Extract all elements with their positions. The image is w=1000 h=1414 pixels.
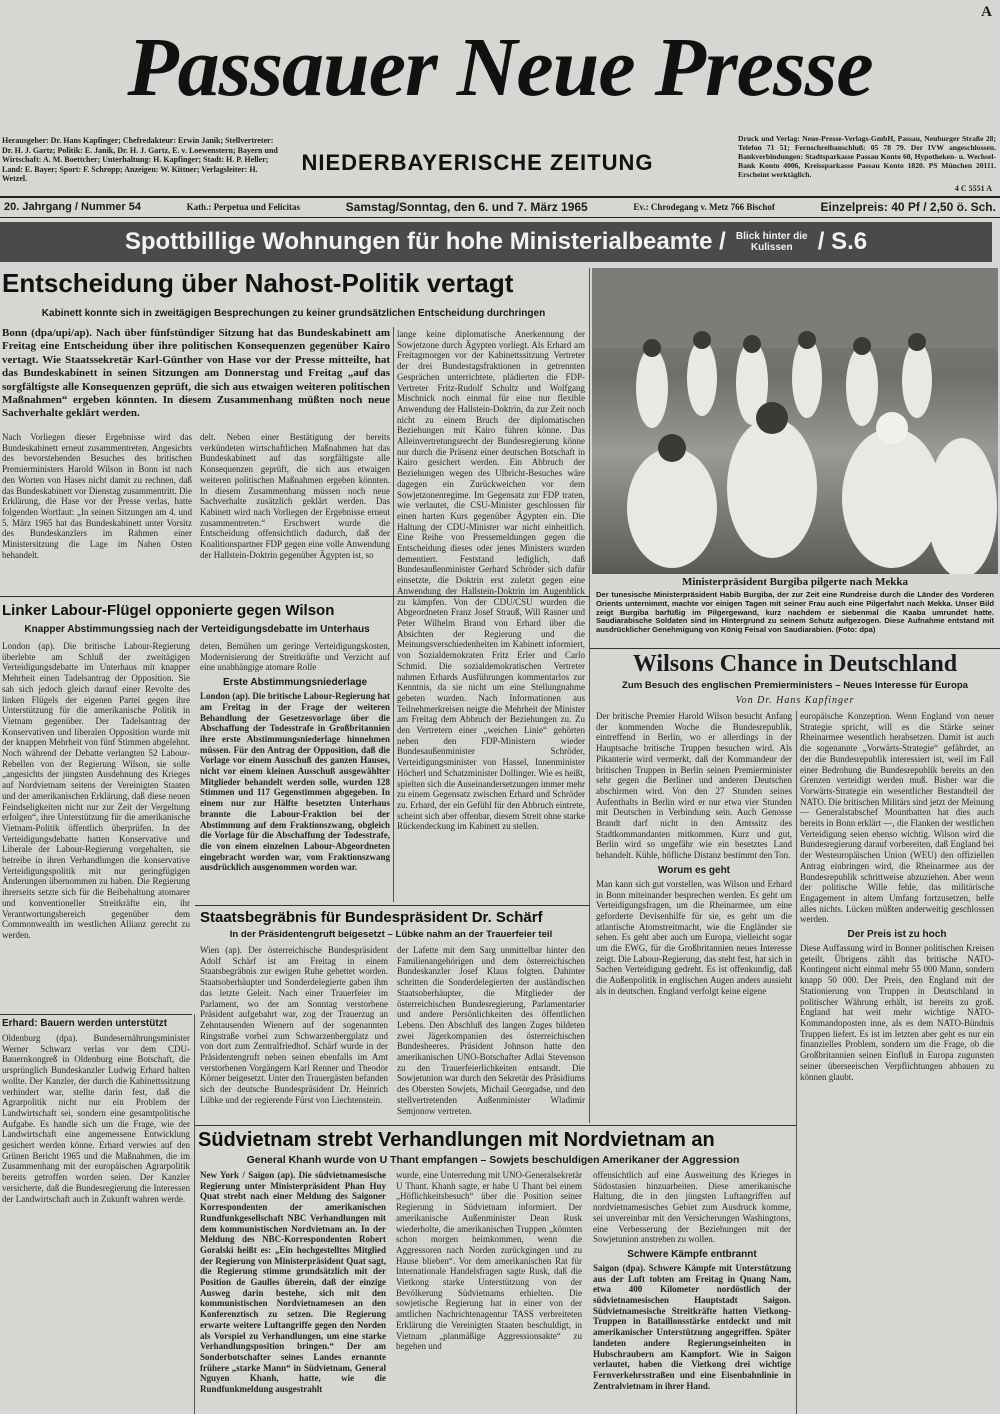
vietnam-section-heading: Schwere Kämpfe entbrannt xyxy=(627,1248,757,1260)
edition-mark: A xyxy=(981,4,992,20)
photo-caption-title: Ministerpräsident Burgiba pilgerte nach Mekka xyxy=(681,576,909,588)
wilson-column-1: Der britische Premier Harold Wilson besucht Anfang der kommenden Woche die Bundesrepublik, eintreffend in Berlin, wo er allerdings in der Hauptsache britische Truppen besuchen wird. Als Pikanterie wird vermerkt, daß der Kommandeur der britischen Truppen in Berlin seinen Premierminister sehr gegen die Berliner und anderen Deutschen abschirmen wird. Von den 27 Stunden seines Aufenthalts in Berlin wird er nur etwa vier Stunden mit Deutschen in Verbindung sein. Auch Genosse Brandt darf nicht in den Amtssitz des Stadtkommandanten mitkommen. Kurz und gut, Berlin wird so ungefähr wie ein besetztes Land behandelt. Kühle, höfliche Distanz bestimmt den Ton. xyxy=(596,711,792,861)
pilgrims-image xyxy=(592,268,998,574)
wilson-section-heading-2: Der Preis ist zu hoch xyxy=(847,929,947,941)
labour-column-1: London (ap). Die britische Labour-Regierung überlebte am Schluß der zweitägigen Verteidigungsdebatte im Unterhaus mit knapper Mehrheit einen Tadelsantrag der Opposition. Sie sah sich jedoch gleich darauf einer Revolte des linken Flügels der eigenen Partei gegen ihre Unterstützung für die amerikanische Politik in Vietnam gegenüber. Der Tadelsantrag der Konservativen und liberalen Opposition wurde mit der knappen Mehrheit von fünf Stimmen abgelehnt. Noch während der Debatte verlangten 52 Labour-Rebellen von der Regierung Wilson, sie solle „angesichts der jüngsten Ausdehnung des Krieges auf Nordvietnam seitens der Vereinigten Staaten und der amerikanischen Erklärung, daß diese neuen Feindseligkeiten nicht nur zur Zeit der Vergeltung erfolgen“, ihre Unterstützung für die amerikanische Vietnam-Politik öffentlich überprüfen. In der Verteidigungsdebatte hatten Konservative und Liberale der Labour-Regierung vorgehalten, sie betreibe in ihren Verhandlungen die konservative Verteidigungspolitik mit nur geringfügigen Änderungen übernommen zu haben. Die Regierung ihrerseits setzte sich für die Beibehaltung atomarer und konventioneller Streitkräfte ein, ihr Verantwortungsbereich gegenüber dem Commonwealth im westlichen Allianz gerecht zu werden. xyxy=(2,641,190,940)
issue-number: 20. Jahrgang / Nummer 54 xyxy=(4,201,141,213)
wilson-subhead: Zum Besuch des englischen Premierministers – Neues Interesse für Europa xyxy=(621,680,969,691)
column-divider xyxy=(194,1014,195,1414)
erhard-body: Oldenburg (dpa). Bundesernährungsminister Werner Schwarz verlas vor dem CDU-Bauernkongreß in Oldenburg eine Botschaft, die ursprünglich Bundeskanzler Ludwig Erhard halten wollte. Der Kanzler, der durch die Kabinettssitzung verhindert war, stellte darin fest, daß die Agrarpolitik nicht nur ein Problem der Landwirtschaft sei, sondern eine gesamtpolitische Aufgabe. Es handle sich um die Frage, wie der Landwirtschaft eine angemessene Entwicklung gesichert werden könne. Erhard verwies auf den Grünen Bericht 1965 und die Maßnahmen, die im Zusammenhang mit der europäischen Agrarpolitik bereits getroffen worden seien. Der Kanzler versicherte, daß die Bundesregierung die Interessen der Landwirtschaft auch in Zukunft wahren werde. xyxy=(2,1033,190,1204)
catholic-saints: Kath.: Perpetua und Felicitas xyxy=(186,202,301,212)
vietnam-column-3-stack xyxy=(593,1170,791,1391)
vietnam-subhead: General Khanh wurde von U Thant empfangen – Sowjets beschuldigen Amerikaner der Aggression xyxy=(246,1154,740,1166)
nahost-headline: Entscheidung über Nahost-Politik vertagt xyxy=(2,268,514,298)
divider xyxy=(0,596,590,597)
nahost-subhead: Kabinett konnte sich in zweitägigen Besprechungen zu keiner grundsätzlichen Entscheidung durchringen xyxy=(41,308,546,319)
wilson-headline: Wilsons Chance in Deutschland xyxy=(632,651,958,677)
banner-page-ref: / S.6 xyxy=(817,228,868,255)
dateline xyxy=(0,199,1000,215)
divider xyxy=(0,1014,192,1015)
burgiba-photo xyxy=(592,268,998,574)
schaerf-headline: Staatsbegräbnis für Bundespräsident Dr. Schärf xyxy=(200,909,543,926)
nahost-column-3: lange keine diplomatische Anerkennung der Sowjetzone durch Ägypten vorliegt. Als Erhard am Freitagmorgen vor der Kabinettssitzung Vertreter der drei Bundestagsfraktionen in getrennten Gesprächen unterrichtete, plädierten die FDP-Vertreter Fritz-Rudolf Schultz und Wolfgang Mischnick noch einmal für eine nur flexible Anwendung der Hallstein-Doktrin, da zur Zeit noch nicht zu einem Bruch der diplomatischen Beziehungen mit Kairo führen könne. Das Alleinvertretungsrecht der Bundesregierung könne nur durch die Präsenz einer deutschen Botschaft in Kairo gesichert werden. Ein Abbruch der Beziehungen wegen des Ulbricht-Besuches wäre dagegen ein Zurückweichen vor dem Sowjetzonenregime. Im Gegensatz zur FDP traten, wie verlautet, die CSU-Minister geschlossen für einen harten Kurs gegenüber Ägypten ein. Die Haltung der CDU-Minister war nicht einheitlich. Eine Reihe von Pressemeldungen gegen die Entscheidung dieses oder jenes Ministers wurden dementiert. Feststand lediglich, daß Bundesaußenminister Gerhard Schröder sich dafür einsetzte, die Doktrin erst zuletzt gegen eine Anwendung der Hallstein-Doktrin im Augenblick zu kämpfen. Von der CDU/CSU wurden die Abgeordneten Franz Josef Strauß, Will Rasner und Peter Wilhelm Brand von Erhard über die Absichten der Regierung und die Meinungsverschiedenheiten im Kabinett informiert, von Sozialdemokraten Fritz Erler und Carlo Schmid. Die sozialdemokratischen Vertreter nahmen Erhards Ausführungen kommentarlos zur Kenntnis, da sie nicht um eine Stellungnahme gebeten wurden. Nach Informationen aus Teilnehmerkreisen neigte die Mehrheit der Minister am Freitag dem Abbruch der Beziehungen zu. Zu den Vertretern einer „weichen Linie“ gehörten neben den FDP-Ministern wieder Bundesaußenminister Schröder, Verteidigungsminister von Hassel, Innenminister Höcherl und Schatzminister Dollinger. Wie es heißt, spielten sich die Auseinandersetzungen immer mehr zu einem Gegensatz zwischen Erhard und Schröder zu. Erhard, der ein Gefühl für den Abbruch eintrete, scheint sich aber offenbar, diesem Streit ohne starke Rückendeckung im Kabinett zu stellen. xyxy=(397,329,585,832)
photo-caption-block xyxy=(596,591,994,635)
vietnam-column-2: wurde, eine Unterredung mit UNO-Generalsekretär U Thant. Khanh sagte, er habe U Thant bei einem „Höflichkeitsbesuch“ über die Position seiner Regierung in Südvietnam informiert. Der amerikanische Außenminister Dean Rusk wiederholte, die amerikanischen Truppen „könnten schon morgen heimkommen, wenn die Aggressoren nach Norden zurückgingen und zu Hause blieben“. Vor dem amerikanischen Rat für Internationale Handelsfragen sagte Rusk, daß die Vietkong starke Unterstützung von der Bevölkerung Südvietnams erhielten. Die sowjetische Regierung hat in einer von der amtlichen Nachrichtenagentur TASS verbreiteten Erklärung die Vereinigten Staaten beschuldigt, in Vietnam „planmäßige Aggressionsakte“ zu begehen und xyxy=(396,1170,582,1352)
nahost-column-2: delt. Neben einer Bestätigung der bereits verkündeten wirtschaftlichen Maßnahmen hat das Bundeskabinett auf das sorgfältigste alle Konsequenzen geprüft, die sich aus etwaigen weiteren politischen Maßnahmen ergeben könnten. In diesem Zusammenhang müssen noch neue Sachverhalte zusätzlich geklärt werden. Das Kabinett wird nach Vorliegen der Ergebnisse erneut zusammentreten.“ Erschwert wurde die Entscheidung offensichtlich dadurch, daß der Koalitionspartner FDP gegen eine volle Anwendung der Hallstein-Doktrin gegenüber Ägypten ist, so xyxy=(200,432,390,560)
publisher-imprint: Druck und Verlag: Neue-Presse-Verlags-GmbH, Passau, Neuburger Straße 28; Telefon 71 51; Fernschreibanschluß: 05 78 79. Der IVW angeschlossen. Bankverbindungen: Stadtsparkasse Passau Konto 60, Hypotheken- u. Wechsel-Bank Konto 4006, Kreissparkasse Passau Konto 1820. PS München 20111. Erscheint werktäglich. xyxy=(738,134,996,179)
labour-subhead: Knapper Abstimmungssieg nach der Verteidigungsdebatte im Unterhaus xyxy=(24,624,370,635)
newspaper-subtitle: NIEDERBAYERISCHE ZEITUNG xyxy=(301,150,654,175)
newspaper-title: Passauer Neue Presse xyxy=(127,21,873,114)
schaerf-column-1: Wien (ap). Der österreichische Bundespräsident Adolf Schärf ist am Freitag in einem Staatsbegräbnis zur ewigen Ruhe gebettet worden. Staatsoberhäupter und Sonderdelegierte gaben ihm das letzte Geleit. Nach einer Trauerfeier im Parlament, wo der am Sonntag verstorbene Präsident aufgebahrt war, zog der Trauerzug an Zehntausenden Wienern auf der sogenannten Ringstraße vorbei zum Schwarzenbergplatz und von dort zum Zentralfriedhof. Schärf wurde in der Präsidentengruft neben seinen ebenfalls im Amt verstorbenen Vorgängern Karl Renner und Theodor Körner beigesetzt. Unter den Trauergästen befanden sich der deutsche Bundespräsident Dr. Heinrich Lübke und der regierende Fürst von Liechtenstein. xyxy=(200,945,388,1105)
photo-credit: (Foto: dpa) xyxy=(835,625,876,635)
vietnam-headline: Südvietnam strebt Verhandlungen mit Nordvietnam an xyxy=(198,1129,715,1151)
wilson-column-1b: Man kann sich gut vorstellen, was Wilson und Erhard in Bonn miteinander besprechen werden. Es geht um Verteidigungsfragen, um die Rheinarmee, um eine geforderte Devisenhilfe für sie, es geht um die atlantische Atomstreitmacht, wie die Engländer sie sehen. Es geht aber auch um Europa, vielleicht sogar um die EWG, für die Großbritannien neues Interesse zeigt. Die Labour-Regierung, das steht fest, hat sich in Sachen Verteidigung gedreht. Es ist offenkundig, daß die Außenpolitik in englischen Augen anders aussieht als in deutschen. England verfolgt keine eigene xyxy=(596,878,793,996)
nahost-column-1: Nach Vorliegen dieser Ergebnisse wird das Bundeskabinett erneut zusammentreten. Angesichts des bevorstehenden Besuches des britischen Premierministers Harold Wilson in Bonn ist nach den Worten von Hases nicht damit zu rechnen, daß das Bundeskabinett vor Dienstag zusammentritt. Die Erklärung, die Hase vor der Presse verlas, hatte folgenden Wortlaut: „In seinen Sitzungen am 4. und 5. März 1965 hat das Bundeskabinett unter Vorsitz des Bundeskanzlers im Rahmen einer Ministersitzung die Lage im Nahen Osten behandelt. xyxy=(2,432,192,560)
protestant-saints: Ev.: Chrodegang v. Metz 766 Bischof xyxy=(633,202,775,212)
divider xyxy=(0,196,1000,198)
postal-code: 4 C 5551 A xyxy=(954,184,992,193)
wilson-column-1-stack xyxy=(596,711,792,997)
column-divider xyxy=(796,711,797,1414)
labour-column-2b: London (ap). Die britische Labour-Regierung hat am Freitag in der Frage der weiteren Behandlung der Gesetzesvorlage über die Abschaffung der Todesstrafe in Großbritannien ihre erste Abstimmungsniederlage hinnehmen müssen. Für den Antrag der Opposition, daß die Vorlage vor einem Ausschuß des ganzen Hauses, nicht vor einem kleinen Ausschuß ausgewählter Mitglieder behandelt werden solle, wurden 128 Stimmen und 117 Gegenstimmen abgegeben. In einem nur zur Hälfte besetzten Unterhaus brannte die Labour-Fraktion bei der Abstimmung auf dem Fraktionszwang, obgleich die Vorlage für die Abschaffung der Todesstrafe, die von einem einzelnen Labour-Abgeordneten eingebracht worden war, vom Fraktionszwang ausdrücklich ausgenommen worden war. xyxy=(200,691,390,873)
schaerf-subhead: In der Präsidentengruft beigesetzt – Lübke nahm an der Trauerfeier teil xyxy=(229,929,553,940)
staff-imprint: Herausgeber: Dr. Hans Kapfinger; Chefredakteur: Erwin Janik; Stellvertreter: Dr. H. J. Gartz; Politik: E. Janik, Dr. H. J. Gartz, E. v. Loewenstern; Bayern und Wirtschaft: A. M. Boettcher; Unterhaltung: H. Kapfinger; Stadt: H. P. Heller; Land: E. Bayer; Sport: F. Schropp; Anzeigen: W. Kittner; Verlagsleiter: H. Wetzel. xyxy=(2,136,278,184)
price: Einzelpreis: 40 Pf / 2,50 ö. Sch. xyxy=(820,200,996,214)
column-divider xyxy=(589,268,590,1123)
nahost-lead: Bonn (dpa/upi/ap). Nach über fünfstündiger Sitzung hat das Bundeskabinett am Freitag eine Entscheidung über ihre politischen Konsequenzen gegenüber Kairo vertagt. Wie Staatssekretär Karl-Günther von Hase vor der Presse mitteilte, hat das Bundeskabinett in seinen Sitzungen am Donnerstag und Freitag „auf das sorgfältigste alle Konsequenzen geprüft, die sich aus etwaigen weiteren politischen Maßnahmen“ ergeben könnten. In diesem Zusammenhang müßten noch neue Sachverhalte geklärt werden. xyxy=(2,327,390,420)
labour-headline: Linker Labour-Flügel opponierte gegen Wilson xyxy=(2,602,335,619)
wilson-byline: Von Dr. Hans Kapfinger xyxy=(735,695,855,706)
column-divider xyxy=(393,327,394,902)
banner-teaser: Blick hinter die Kulissen xyxy=(735,231,808,253)
erhard-headline: Erhard: Bauern werden unterstützt xyxy=(2,1018,168,1029)
divider xyxy=(195,1125,796,1126)
photo-caption: Der tunesische Ministerpräsident Habib Burgiba, der zur Zeit eine Rundreise durch die Länder des Vorderen Orients unternimmt, machte vor einigen Tagen mit seiner Frau auch eine Pilgerfahrt nach Mekka. Unser Bild zeigt Burgiba barfüßig im Pilgergewand, kurz nachdem er siebenmal die Kaaba umrundet hatte. Saudiarabische Soldaten sind im Hintergrund zu seinem Schutz aufgezogen. Diese Aufnahme entstand mit ausdrücklicher Genehmigung von König Feisal von Saudiarabien. xyxy=(596,590,994,635)
wilson-column-2b: Diese Auffassung wird in Bonner politischen Kreisen geteilt. Übrigens zählt das britische NATO-Kontingent nicht einmal mehr 55 000 Mann, sondern knapp 50 000. Der Preis, den England mit der Stationierung von Truppen in Deutschland in politischer Währung erhält, ist bereits zu groß. England hat weit mehr wichtige NATO-Kommandoposten inne, als es dem NATO-Bündnis Truppen liefert. Es ist im letzten aber geht es nur ein finanzielles Problem, sondern um die Frage, ob die Großbritannien seinen Einfluß in Europa zugunsten seiner überseeischen Verpflichtungen abbauen zu können glaubt. xyxy=(800,943,994,1082)
wilson-column-2-stack xyxy=(800,711,994,1082)
labour-column-2: deten, Bemühen um geringe Verteidigungskosten, Modernisierung der Streitkräfte und Verzicht auf eine unabhängige atomare Rolle xyxy=(200,641,390,673)
labour-column-2-stack xyxy=(200,641,390,873)
divider xyxy=(590,648,1000,649)
schaerf-column-2: der Lafette mit dem Sarg unmittelbar hinter den Familienangehörigen und dem österreichischen Bundeskanzler Josef Klaus folgten. Dahinter schritten die Sonderdelegierten der ausländischen Staatsoberhäupter, die Mitglieder der österreichischen Bundesregierung, Parlamentarier und andere Persönlichkeiten des öffentlichen Lebens. Den Abschluß des langen Zuges bildeten zwei Jägerkompanien des österreichischen Bundesheeres. Präsident Johnson hatte den amerikanischen UNO-Botschafter Adlai Stevenson zu den Trauerfeierlichkeiten entsandt. Die Sowjetunion war durch den Sekretär des Präsidiums des Obersten Sowjets, Michail Georgadse, und den stellvertretenden Außenminister Wladimir Semjonow vertreten. xyxy=(397,945,585,1116)
vietnam-column-3b: Saigon (dpa). Schwere Kämpfe mit Unterstützung aus der Luft tobten am Freitag in Quang Nam, etwa 400 Kilometer nordöstlich der südvietnamesischen Hauptstadt Saigon. Südvietnamesische Streitkräfte hatten Vietkong-Truppen in Bataillonsstärke entdeckt und mit amerikanischer Unterstützung angegriffen. Später landeten andere Regierungseinheiten in Hubschraubern am Kampfort. Wie in Saigon verlautet, haben die Vietkong drei wichtige Fernverkehrsstraßen und eine Eisenbahnlinie in Zentralvietnam in ihrer Hand. xyxy=(593,1262,791,1391)
divider xyxy=(0,217,1000,218)
banner-headline: Spottbillige Wohnungen für hohe Ministerialbeamte / xyxy=(124,228,726,255)
issue-date: Samstag/Sonntag, den 6. und 7. März 1965 xyxy=(345,200,588,214)
labour-section-heading: Erste Abstimmungsniederlage xyxy=(222,677,368,689)
teaser-banner[interactable] xyxy=(0,222,992,262)
wilson-column-2: europäische Konzeption. Wenn England von neuer Strategie spricht, will es die Stärke seiner Rheinarmee wesentlich herabsetzen. Damit ist auch die sogenannte „Vorwärts-Strategie“ gefährdet, an der die Bundesrepublik interessiert ist, weil im Fall einer Bedrohung die Bundesrepublik bereits an den Grenzen verteidigt werden muß. Bisher war die Vorwärts-Strategie ein wesentlicher Bestandteil der NATO. Die britischen Militärs sind jetzt der Meinung — Generalstabschef Mountbatten hat dies auch bereits in Bonn erklärt —, die Flanken der westlichen Verteidigung seien ebenso wichtig. Wilson wird die Bundesregierung darauf vorbereiten, daß England bei der Westeuropäischen Union (WEU) den offiziellen Antrag einbringen wird, die Rheinarmee aus der Bundesrepublik schrittweise abzuziehen. Aber wenn der politische Wille fehle, das militärische Engagement in altem Umfang fortzusetzen, helfe alles nichts. Lücken müßten anderweitig geschlossen werden. xyxy=(800,711,994,925)
vietnam-column-3: offensichtlich auf eine Ausweitung des Krieges in Südostasien hinzuarbeiten. Diese amerikanische Haltung, die in den jüngsten Luftangriffen auf nordvietnamesisches Gebiet zum Ausdruck komme, sei unvereinbar mit den Versicherungen Washingtons, eine Verbesserung der Beziehungen mit der Sowjetunion anstreben zu wollen. xyxy=(593,1170,791,1245)
wilson-section-heading: Worum es geht xyxy=(657,864,731,876)
vietnam-column-1: New York / Saigon (ap). Die südvietnamesische Regierung unter Ministerpräsident Phan Huy Quat strebt nach einer Meldung des Saigoner Korrespondenten der amerikanischen Rundfunkgesellschaft NBC Verhandlungen mit dem kommunistischen Nordvietnam an. In der Meldung des NBC-Korrespondenten Robert Goralski heißt es: „Ein hochgestelltes Mitglied der Regierung von Ministerpräsident Quat sagt, die Regierung stimme grundsätzlich mit der Position de Gaulles überein, daß der einzige Ausweg darin bestehe, sich mit den kommunistischen Nordvietnamesen an den Konferenztisch zu setzen. Die Regierung erwarte weitere Luftangriffe gegen den Norden als Vorspiel zu Verhandlungen, um eine starke Verhandlungsposition bringen.“ Der am Sonderbotschafter seines Landes ernannte frühere „starke Mann“ in Südvietnam, General Nguyen Khanh, hatte, wie die Rundfunkmeldung ausgestrahlt xyxy=(200,1170,386,1395)
divider xyxy=(195,905,590,906)
